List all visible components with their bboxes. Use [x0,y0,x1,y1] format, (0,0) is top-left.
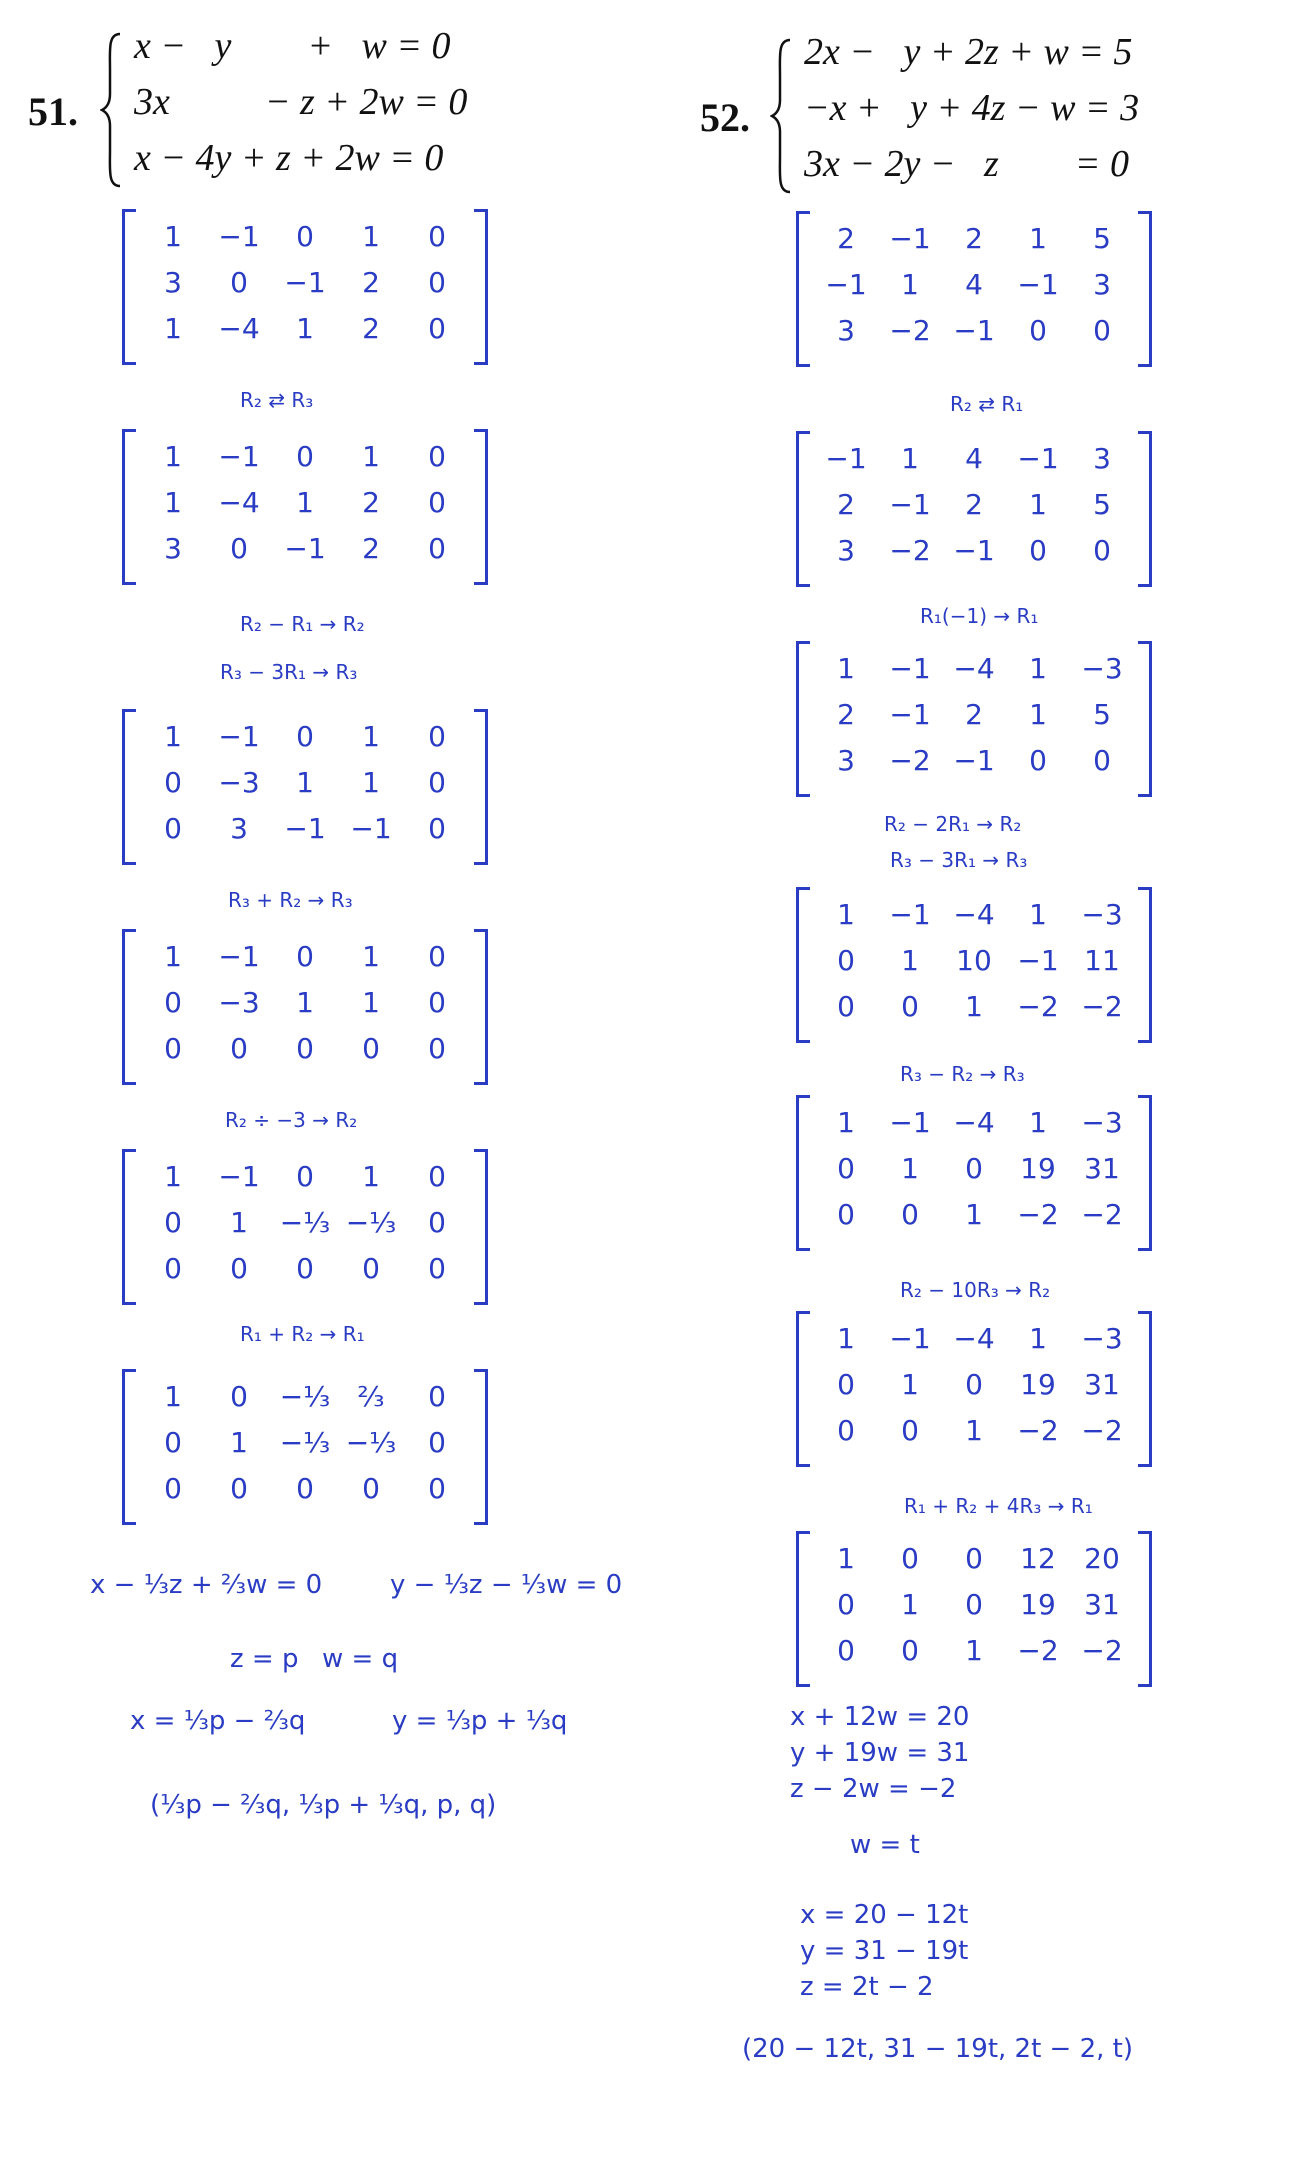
p52-matrix-cell: 1 [965,1414,983,1447]
p52-matrix-cell: 1 [965,1634,983,1667]
p52-matrix [796,1534,1152,1684]
p51-matrix [122,1372,488,1522]
p51-matrix-cell: −4 [218,312,260,345]
p51-matrix-cell: 0 [428,1160,446,1193]
p52-matrix-cell: 2 [965,488,983,521]
p52-matrix-cell: 0 [965,1368,983,1401]
p51-matrix-cell: −⅓ [279,1380,331,1413]
p52-matrix-cell: −3 [1081,1106,1123,1139]
p51-matrix-cell: 1 [296,486,314,519]
p52-matrix-cell: 1 [1029,1106,1047,1139]
p52-matrix-cell: 0 [1093,534,1111,567]
p52-matrix-cell: −2 [1017,1414,1059,1447]
p52-matrix-cell: 1 [837,1106,855,1139]
p52-matrix-cell: 0 [901,1634,919,1667]
p51-system [100,25,520,190]
p51-matrix-cell: 1 [230,1206,248,1239]
p51-matrix-cell: 0 [428,1206,446,1239]
p51-matrix-cell: 0 [296,220,314,253]
p51-matrix-cell: −3 [218,766,260,799]
p52-matrix-cell: 1 [965,990,983,1023]
p52-matrix-cell: 0 [1029,534,1047,567]
p52-matrix-cell: −1 [1017,442,1059,475]
p52-matrix-cell: −2 [1017,1634,1059,1667]
p52-equation: 2x − y + 2z + w = 5 [804,31,1133,73]
p52-matrix-cell: 0 [901,990,919,1023]
p52-matrix-cell: 1 [837,1322,855,1355]
p51-matrix-cell: 0 [164,1252,182,1285]
p52-matrix-cell: −1 [889,652,931,685]
p52-matrix-cell: 0 [901,1542,919,1575]
p51-matrix-cell: −1 [218,720,260,753]
p51-equation: x − 4y + z + 2w = 0 [134,137,444,179]
p51-matrix-cell: 0 [428,766,446,799]
p52-matrix-cell: −4 [953,652,995,685]
p51-matrix-cell: −1 [218,1160,260,1193]
p52-matrix-cell: 1 [1029,1322,1047,1355]
p51-matrix-cell: −⅓ [279,1206,331,1239]
p52-matrix-cell: −3 [1081,1322,1123,1355]
p52-matrix-cell: 1 [837,1542,855,1575]
p51-solution-line: y − ⅓z − ⅓w = 0 [390,1570,623,1600]
p52-matrix-cell: 2 [837,488,855,521]
p51-matrix-cell: 0 [428,532,446,565]
p52-matrix-cell: 1 [901,268,919,301]
p52-matrix [796,1314,1152,1464]
p52-row-operation: R₂ − 2R₁ → R₂ [884,812,1022,836]
p52-matrix-cell: 19 [1020,1588,1056,1621]
p52-matrix-cell: 1 [1029,222,1047,255]
p52-matrix-cell: 0 [837,944,855,977]
p52-matrix [796,214,1152,364]
p51-brace [100,30,122,200]
p52-matrix-cell: 0 [1029,314,1047,347]
p52-matrix-cell: 0 [1093,314,1111,347]
p51-matrix-cell: 0 [362,1472,380,1505]
p51-matrix-cell: 0 [428,940,446,973]
p51-matrix-cell: 2 [362,532,380,565]
p52-matrix-cell: 3 [837,534,855,567]
p51-matrix-cell: −⅓ [345,1206,397,1239]
p52-matrix-cell: −2 [1081,1634,1123,1667]
p51-row-operation: R₂ ⇄ R₃ [240,388,314,412]
p51-matrix-cell: 1 [164,220,182,253]
p52-matrix-cell: −1 [889,1322,931,1355]
p51-matrix-cell: 3 [164,532,182,565]
p51-matrix-cell: 1 [164,940,182,973]
p51-matrix-cell: 0 [230,266,248,299]
p52-solution-line: x = 20 − 12t [800,1900,969,1930]
p51-solution-line: (⅓p − ⅔q, ⅓p + ⅓q, p, q) [150,1790,497,1820]
p52-matrix-cell: 1 [901,1152,919,1185]
p52-matrix-cell: −4 [953,1322,995,1355]
p51-matrix [122,932,488,1082]
p51-matrix-cell: 3 [164,266,182,299]
p51-matrix-cell: 0 [164,1472,182,1505]
p51-matrix-cell: 0 [230,1472,248,1505]
p52-matrix-cell: 1 [1029,488,1047,521]
p51-row-operation: R₃ − 3R₁ → R₃ [220,660,358,684]
p52-matrix-cell: 31 [1084,1588,1120,1621]
p51-matrix-cell: 0 [428,812,446,845]
p52-matrix-cell: 3 [837,744,855,777]
p52-solution-line: z = 2t − 2 [800,1972,934,2002]
p51-matrix-cell: 0 [428,1380,446,1413]
p52-matrix-cell: 4 [965,442,983,475]
p52-matrix-cell: −2 [889,314,931,347]
p51-matrix-cell: 1 [362,986,380,1019]
p52-matrix-cell: 31 [1084,1152,1120,1185]
p52-row-operation: R₂ ⇄ R₁ [950,392,1024,416]
p52-matrix-cell: 3 [837,314,855,347]
p52-matrix-cell: 1 [965,1198,983,1231]
p51-matrix [122,712,488,862]
p52-matrix-cell: 0 [837,990,855,1023]
p52-matrix-cell: −3 [1081,898,1123,931]
p51-matrix-cell: 0 [362,1032,380,1065]
p51-matrix-cell: 0 [164,1206,182,1239]
p52-matrix-cell: −1 [889,1106,931,1139]
p52-matrix-cell: 0 [965,1152,983,1185]
p51-matrix-cell: 2 [362,486,380,519]
p52-row-operation: R₃ − 3R₁ → R₃ [890,848,1028,872]
p51-matrix-cell: 0 [296,1160,314,1193]
p51-matrix-cell: 0 [428,1426,446,1459]
p52-matrix-cell: −1 [825,268,867,301]
p52-matrix-cell: 20 [1084,1542,1120,1575]
p52-matrix-cell: 2 [965,222,983,255]
p52-matrix-cell: 3 [1093,268,1111,301]
p52-matrix-cell: −1 [953,744,995,777]
p51-matrix-cell: 1 [296,986,314,1019]
p52-matrix-cell: −2 [1017,1198,1059,1231]
p52-row-operation: R₁ + R₂ + 4R₃ → R₁ [904,1494,1093,1518]
p51-matrix-cell: 0 [428,1032,446,1065]
p51-row-operation: R₃ + R₂ → R₃ [228,888,353,912]
p51-matrix-cell: 2 [362,312,380,345]
p51-matrix-cell: 0 [428,440,446,473]
p51-matrix-cell: −⅓ [345,1426,397,1459]
p52-matrix-cell: 1 [1029,698,1047,731]
p52-matrix-cell: −1 [953,314,995,347]
p52-matrix-cell: −1 [889,222,931,255]
p51-solution-line: z = p [230,1644,299,1674]
p52-matrix-cell: 1 [1029,652,1047,685]
p52-matrix-cell: −2 [889,744,931,777]
p51-matrix-cell: 1 [164,1160,182,1193]
p52-matrix-cell: 0 [837,1368,855,1401]
p52-matrix-cell: 0 [837,1152,855,1185]
p51-matrix-cell: 1 [164,440,182,473]
p51-matrix-cell: 0 [428,266,446,299]
p51-row-operation: R₂ − R₁ → R₂ [240,612,365,636]
p51-matrix-cell: 2 [362,266,380,299]
p51-matrix-cell: −1 [284,532,326,565]
p51-matrix-cell: 0 [296,1032,314,1065]
p52-matrix-cell: 19 [1020,1368,1056,1401]
p52-matrix-cell: 3 [1093,442,1111,475]
p52-matrix-cell: 10 [956,944,992,977]
p51-solution-line: y = ⅓p + ⅓q [392,1706,568,1736]
p51-matrix-cell: 1 [296,312,314,345]
p52-matrix-cell: −3 [1081,652,1123,685]
p52-matrix-cell: −2 [1081,990,1123,1023]
p51-matrix-cell: 1 [164,486,182,519]
p52-matrix-cell: 31 [1084,1368,1120,1401]
p52-matrix-cell: 5 [1093,698,1111,731]
p52-matrix-cell: 5 [1093,222,1111,255]
p51-solution-line: w = q [322,1644,399,1674]
p52-matrix-cell: −2 [1081,1198,1123,1231]
p52-matrix [796,644,1152,794]
p52-matrix-cell: 5 [1093,488,1111,521]
p52-matrix-cell: 0 [837,1588,855,1621]
p52-solution-line: z − 2w = −2 [790,1774,957,1804]
p52-matrix-cell: 19 [1020,1152,1056,1185]
p52-matrix-cell: 0 [837,1634,855,1667]
p51-matrix-cell: −⅓ [279,1426,331,1459]
p52-matrix-cell: 0 [1093,744,1111,777]
p51-matrix-cell: 0 [296,1472,314,1505]
p51-matrix-cell: −1 [350,812,392,845]
p51-matrix-cell: 3 [230,812,248,845]
p52-matrix-cell: 2 [965,698,983,731]
p51-solution-line: x = ⅓p − ⅔q [130,1706,306,1736]
p52-matrix-cell: 4 [965,268,983,301]
p51-matrix-cell: 0 [296,940,314,973]
p51-matrix-cell: 0 [428,986,446,1019]
p51-matrix-cell: 1 [362,440,380,473]
p51-equation: 3x − z + 2w = 0 [134,81,468,123]
p51-matrix-cell: 0 [362,1252,380,1285]
p52-matrix-cell: −4 [953,898,995,931]
p52-matrix-cell: 12 [1020,1542,1056,1575]
p51-equation: x − y + w = 0 [134,25,451,67]
p52-matrix-cell: −4 [953,1106,995,1139]
p51-matrix-cell: 0 [164,766,182,799]
p52-row-operation: R₃ − R₂ → R₃ [900,1062,1025,1086]
p52-matrix [796,434,1152,584]
p52-matrix-cell: 1 [837,652,855,685]
p51-matrix-cell: 1 [362,1160,380,1193]
p51-matrix-cell: −1 [218,220,260,253]
p51-matrix-cell: 0 [230,532,248,565]
p52-solution-line: w = t [850,1830,920,1860]
p51-matrix-cell: 0 [230,1252,248,1285]
p51-matrix-cell: −4 [218,486,260,519]
p52-matrix-cell: 2 [837,222,855,255]
p52-matrix [796,890,1152,1040]
p52-solution-line: x + 12w = 20 [790,1702,970,1732]
p52-matrix-cell: 1 [901,1588,919,1621]
p51-matrix-cell: 0 [428,720,446,753]
p51-matrix [122,432,488,582]
p51-solution-line: x − ⅓z + ⅔w = 0 [90,1570,323,1600]
p51-matrix-cell: 0 [296,440,314,473]
p52-matrix-cell: 2 [837,698,855,731]
p52-matrix-cell: −2 [889,534,931,567]
p51-matrix-cell: 1 [362,220,380,253]
p51-matrix [122,212,488,362]
p51-matrix-cell: 1 [362,766,380,799]
p51-matrix-cell: 0 [296,720,314,753]
p51-matrix-cell: 1 [362,940,380,973]
p51-matrix-cell: −1 [284,812,326,845]
p51-matrix [122,1152,488,1302]
p52-matrix-cell: −1 [825,442,867,475]
p52-matrix-cell: −2 [1017,990,1059,1023]
p52-equation: 3x − 2y − z = 0 [804,143,1129,185]
p51-matrix-cell: 1 [164,720,182,753]
p52-matrix-cell: 0 [837,1198,855,1231]
p52-matrix-cell: −1 [889,898,931,931]
p52-matrix-cell: −1 [1017,944,1059,977]
p52-matrix-cell: 1 [837,898,855,931]
p52-brace [770,36,792,206]
p51-matrix-cell: −1 [218,440,260,473]
p52-row-operation: R₂ − 10R₃ → R₂ [900,1278,1051,1302]
p52-matrix [796,1098,1152,1248]
p51-matrix-cell: −3 [218,986,260,1019]
p52-matrix-cell: 0 [965,1588,983,1621]
p52-matrix-cell: 0 [837,1414,855,1447]
p52-matrix-cell: 0 [1029,744,1047,777]
p52-matrix-cell: 1 [901,1368,919,1401]
p52-matrix-cell: −2 [1081,1414,1123,1447]
p51-matrix-cell: 0 [164,812,182,845]
p51-matrix-cell: 0 [164,1426,182,1459]
p52-matrix-cell: −1 [953,534,995,567]
p52-matrix-cell: 0 [901,1198,919,1231]
p51-matrix-cell: 1 [296,766,314,799]
p51-matrix-cell: 0 [428,220,446,253]
p52-equation: −x + y + 4z − w = 3 [804,87,1140,129]
p52-solution-line: y + 19w = 31 [790,1738,970,1768]
p52-matrix-cell: 0 [965,1542,983,1575]
p51-matrix-cell: −1 [218,940,260,973]
p52-matrix-cell: 1 [901,944,919,977]
p52-row-operation: R₁(−1) → R₁ [920,604,1039,628]
p52-solution-line: y = 31 − 19t [800,1936,969,1966]
p52-matrix-cell: −1 [889,488,931,521]
p51-row-operation: R₁ + R₂ → R₁ [240,1322,365,1346]
p51-number: 51. [28,89,78,134]
p51-matrix-cell: 0 [428,1252,446,1285]
p51-matrix-cell: 1 [230,1426,248,1459]
p51-matrix-cell: ⅔ [357,1380,385,1413]
p52-number: 52. [700,95,750,140]
p51-matrix-cell: 1 [164,1380,182,1413]
p51-matrix-cell: 1 [362,720,380,753]
p51-matrix-cell: 0 [230,1380,248,1413]
p52-matrix-cell: 1 [901,442,919,475]
p51-row-operation: R₂ ÷ −3 → R₂ [225,1108,358,1132]
p52-solution-line: (20 − 12t, 31 − 19t, 2t − 2, t) [742,2034,1134,2064]
p51-matrix-cell: 0 [164,1032,182,1065]
p51-matrix-cell: −1 [284,266,326,299]
p51-matrix-cell: 0 [164,986,182,1019]
p52-matrix-cell: 1 [1029,898,1047,931]
p52-system [770,31,1190,196]
p51-matrix-cell: 0 [428,486,446,519]
p52-matrix-cell: −1 [1017,268,1059,301]
p51-matrix-cell: 0 [428,1472,446,1505]
p51-matrix-cell: 0 [428,312,446,345]
p51-matrix-cell: 1 [164,312,182,345]
p51-matrix-cell: 0 [296,1252,314,1285]
p52-matrix-cell: 0 [901,1414,919,1447]
p51-matrix-cell: 0 [230,1032,248,1065]
p52-matrix-cell: −1 [889,698,931,731]
p52-matrix-cell: 11 [1084,944,1120,977]
